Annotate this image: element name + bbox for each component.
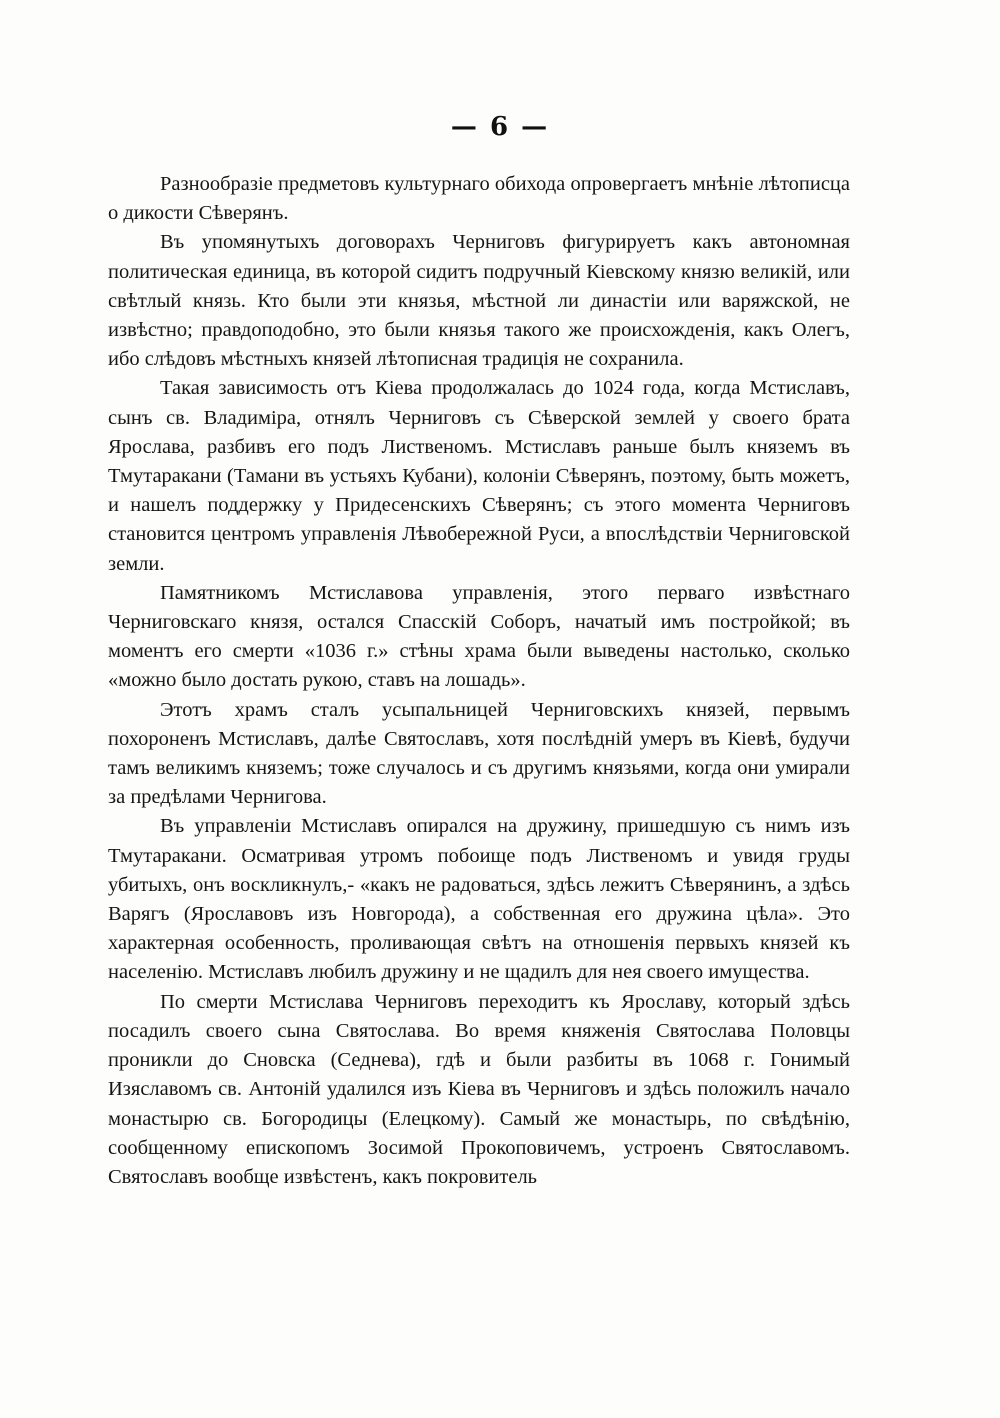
paragraph-yaroslav-svyatoslav: По смерти Мстислава Черниговъ переходитъ къ Ярославу, который здѣсь посадилъ своего сына Святослава. Во время княженія Святослава Половцы проникли до Сновска (Седнева), гдѣ и были разбиты въ 1068 г. Гонимый Изяславомъ св. Антоній удалился изъ Кіева въ Черниговъ и здѣсь положилъ начало монастырю св. Богородицы (Елецкому). Самый же монастырь, по свѣдѣнію, сообщенному епископомъ Зосимой Прокоповичемъ, устроенъ Святославомъ. Святославъ вообще извѣстенъ, какъ покровитель: [108, 990, 850, 1188]
body-text: [108, 170, 850, 1192]
paragraph-burial-vault: Этотъ храмъ сталъ усыпальницей Черниговскихъ князей, первымъ похороненъ Мстиславъ, далѣе Святославъ, хотя послѣдній умеръ въ Кіевѣ, будучи тамъ великимъ княземъ; тоже случалось и съ другимъ князьями, когда они умирали за предѣлами Чернигова.: [108, 698, 850, 809]
paragraph-treaties: Въ упомянутыхъ договорахъ Черниговъ фигурируетъ какъ автономная политическая единица, въ которой сидитъ подручный Кіевскому князю великій, или свѣтлый князь. Кто были эти князья, мѣстной ли династіи или варяжской, не извѣстно; правдоподобно, это были князья такого же происхожденія, какъ Олегъ, ибо слѣдовъ мѣстныхъ князей лѣтописная традиція не сохранила.: [108, 231, 850, 371]
paragraph-druzhina: Въ управленіи Мстиславъ опирался на дружину, пришедшую съ нимъ изъ Тмутаракани. Осматривая утромъ побоище подъ Лиственомъ и увидя груды убитыхъ, онъ воскликнулъ,- «какъ не радоваться, здѣсь лежитъ Сѣверянинъ, а здѣсь Варягъ (Ярославовъ изъ Новгорода), а собственная его дружина цѣла». Это характерная особенность, проливающая свѣтъ на отношенія первыхъ князей къ населенію. Мстиславъ любилъ дружину и не щадилъ для нея своего имущества.: [108, 815, 850, 984]
paragraph-culture: Разнообразіе предметовъ культурнаго обихода опровергаетъ мнѣніе лѣтописца о дикости Сѣверянъ.: [108, 173, 850, 225]
paragraph-mstislav-conquest: Такая зависимость отъ Кіева продолжалась до 1024 года, когда Мстиславъ, сынъ св. Владиміра, отнялъ Черниговъ съ Сѣверской землей у своего брата Ярослава, разбивъ его подъ Лиственомъ. Мстиславъ раньше былъ княземъ въ Тмутаракани (Тамани въ устьяхъ Кубани), колоніи Сѣверянъ, поэтому, быть можетъ, и нашелъ поддержку у Придесенскихъ Сѣверянъ; съ этого момента Черниговъ становится центромъ управленія Лѣвобережной Руси, а впослѣдствіи Черниговской земли.: [108, 377, 850, 575]
page-number: — 6 —: [450, 112, 550, 142]
paragraph-spassky-cathedral: Памятникомъ Мстиславова управленія, этого перваго извѣстнаго Черниговскаго князя, остался Спасскій Соборъ, начатый имъ постройкой; въ моментъ его смерти «1036 г.» стѣны храма были выведены настолько, сколько «можно было достать рукою, ставъ на лошадь».: [108, 581, 850, 692]
